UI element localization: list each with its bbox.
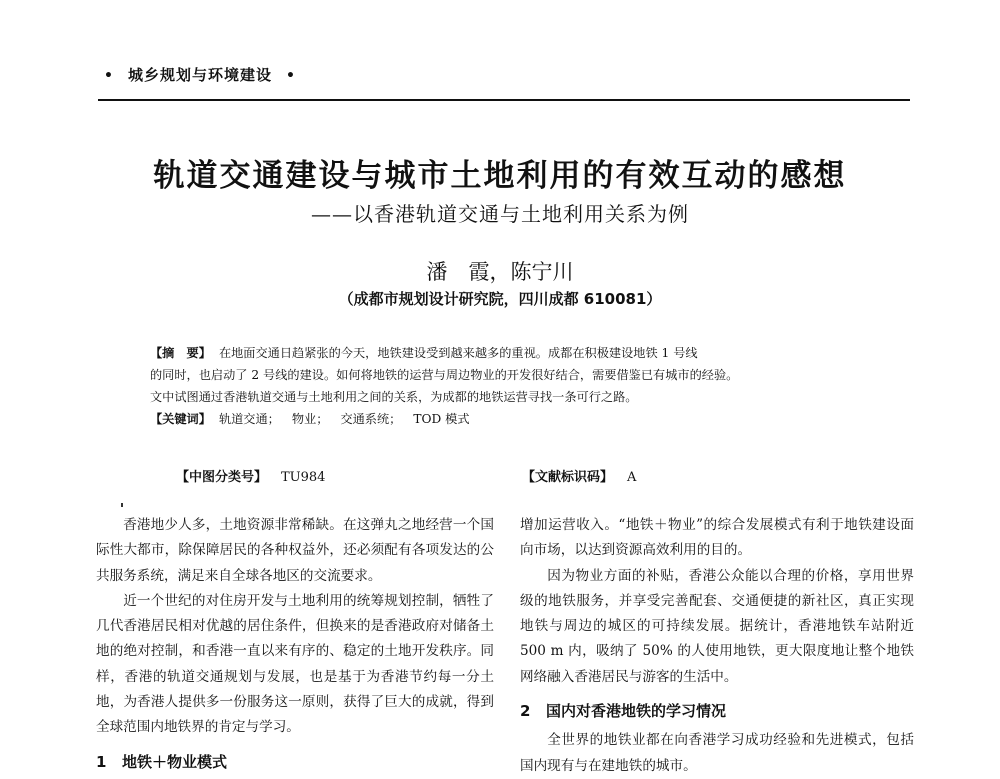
doc-code-value: A [627, 470, 637, 485]
document-code-line [522, 466, 636, 485]
abstract-text-1: 在地面交通日趋紧张的今天，地铁建设受到越来越多的重视。成都在积极建设地铁 1 号线 [218, 346, 698, 360]
abstract-block [150, 342, 870, 430]
section-1-number: 1 [96, 752, 107, 771]
running-header [100, 64, 296, 85]
classification-value: TU984 [281, 470, 326, 485]
classification-label: 【中图分类号】 [176, 470, 268, 485]
right-paragraph-1: 增加运营收入。“地铁＋物业”的综合发展模式有利于地铁建设面向市场，以达到资源高效利用的目的。 [520, 517, 914, 559]
header-rule [98, 99, 910, 101]
keywords-label: 【关键词】 [150, 412, 211, 426]
left-column [96, 513, 494, 779]
keywords-line [150, 408, 870, 430]
header-bullet-left: • [104, 68, 114, 84]
header-section-name: 城乡规划与环境建设 [127, 66, 272, 84]
right-paragraph-2: 因为物业方面的补贴，香港公众能以合理的价格，享用世界级的地铁服务，并享受完善配套、交通便捷的新社区，真正实现地铁与周边的城区的可持续发展。据统计，香港地铁车站附近 500 m 内，吸纳了 50% 的人使用地铁，更大限度地让整个地铁网络融入香港居民与游客的生活中。 [520, 567, 914, 685]
paper-subtitle: ——以香港轨道交通与土地利用关系为例 [311, 202, 689, 226]
right-column [520, 513, 914, 779]
section-1-heading [96, 750, 494, 775]
paper-authors: 潘 霞，陈宁川 [426, 260, 574, 284]
abstract-line-1 [150, 342, 870, 364]
abstract-line-2: 的同时，也启动了 2 号线的建设。如何将地铁的运营与周边物业的开发很好结合，需要借鉴已有城市的经验。 [150, 368, 739, 382]
paper-title: 轨道交通建设与城市土地利用的有效互动的感想 [153, 158, 847, 194]
keyword-2: 物业； [291, 412, 329, 426]
print-mark [121, 503, 123, 507]
section-2-heading [520, 699, 914, 724]
doc-code-label: 【文献标识码】 [522, 470, 614, 485]
section-2-title: 国内对香港地铁的学习情况 [546, 702, 727, 721]
abstract-label: 【摘 要】 [150, 346, 211, 360]
right-paragraph-3: 全世界的地铁业都在向香港学习成功经验和先进模式，包括国内现有与在建地铁的城市。 [520, 732, 914, 774]
left-paragraph-2: 近一个世纪的对住房开发与土地利用的统筹规划控制，牺牲了几代香港居民相对优越的居住条件，但换来的是香港政府对储备土地的绝对控制，和香港一直以来有序的、稳定的土地开发秩序。同样，香港的轨道交通规划与发展，也是基于为香港节约每一分土地，为香港人提供多一份服务这一原则，获得了巨大的成就，得到全球范围内地铁界的肯定与学习。 [96, 592, 494, 736]
section-2-number: 2 [520, 702, 531, 721]
abstract-line-3: 文中试图通过香港轨道交通与土地利用之间的关系，为成都的地铁运营寻找一条可行之路。 [150, 390, 638, 404]
section-1-title: 地铁＋物业模式 [122, 752, 228, 771]
keyword-3: 交通系统； [340, 412, 402, 426]
author-affiliation: （成都市规划设计研究院，四川成都 610081） [338, 290, 662, 308]
classification-line [176, 466, 325, 485]
header-bullet-right: • [285, 68, 296, 84]
keyword-1: 轨道交通； [218, 412, 280, 426]
keyword-4: TOD 模式 [413, 412, 470, 426]
left-paragraph-1: 香港地少人多，土地资源非常稀缺。在这弹丸之地经营一个国际性大都市，除保障居民的各种权益外，还必须配有各项发达的公共服务系统，满足来自全球各地区的交流要求。 [96, 517, 494, 584]
